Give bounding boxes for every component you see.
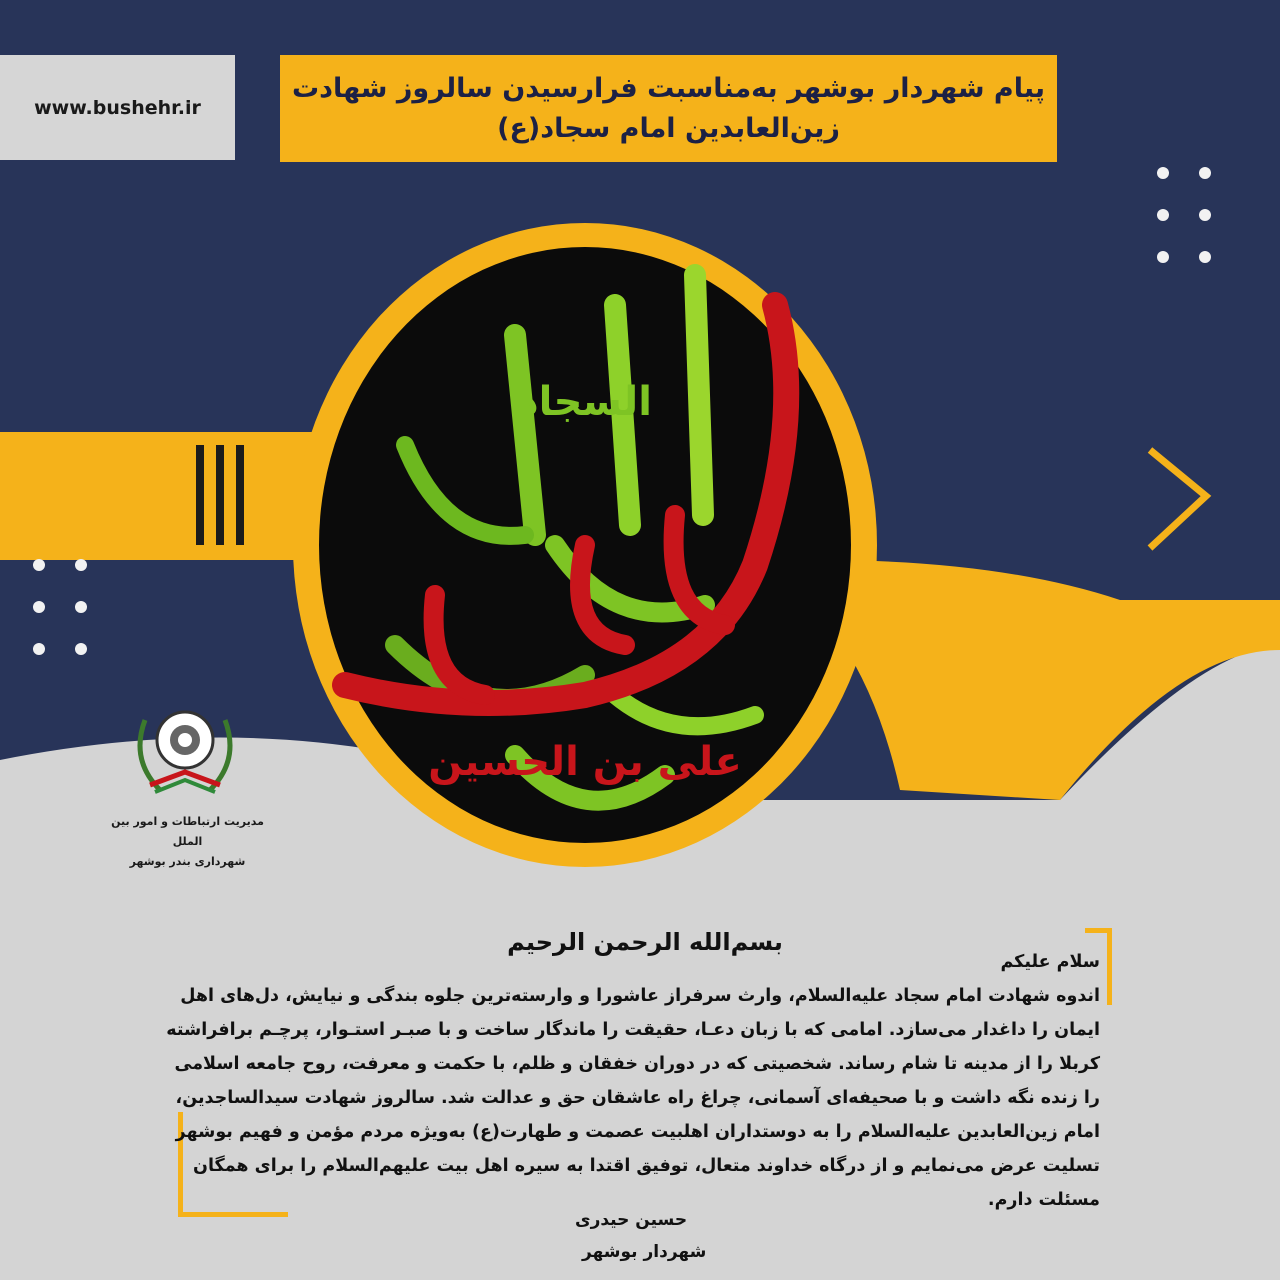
- emblem-line-2: شهرداری بندر بوشهر: [129, 855, 246, 868]
- message-line: کربلا را از مدینه تا شام رساند. شخصیتی که در دوران خفقان و ظلم، با حکمت و معرفت، روح جامعه اسلامی: [174, 1054, 1100, 1074]
- title-banner: [280, 55, 1057, 162]
- signature-name: حسین حیدری: [575, 1210, 688, 1230]
- message-line: اندوه شهادت امام سجاد علیه‌السلام، وارث سرفراز عاشورا و وارسته‌ترین جلوه بندگی و نیایش، دل‌های اهل: [180, 986, 1100, 1006]
- website-box: [0, 55, 235, 160]
- message-body: [166, 945, 1100, 1217]
- message-line: امام زین‌العابدین علیه‌السلام را به دوستداران اهلبیت عصمت و طهارت(ع) به‌ویژه مردم مؤمن و فهیم بوشهر: [175, 1122, 1100, 1142]
- calligraphy-disc: [285, 215, 885, 875]
- calligraphy-red-text: علی بن الحسین: [428, 739, 742, 785]
- message-line: مسئلت دارم.: [987, 1190, 1100, 1210]
- emblem-caption: [95, 812, 280, 872]
- dot-grid-left: [33, 559, 87, 655]
- municipality-emblem: [130, 700, 240, 800]
- message-line: ایمان را داغدار می‌سازد. امامی که با زبان دعـا، حقیقت را ماندگار ساخت و با صبـر استـوار، پرچـم برافراشته: [166, 1020, 1100, 1040]
- message-line: تسلیت عرض می‌نمایم و از درگاه خداوند متعال، توفیق اقتدا به سیره اهل بیت علیهم‌السلام را برای همگان: [193, 1156, 1100, 1176]
- signature-role: شهردار بوشهر: [582, 1242, 707, 1262]
- message-line: را زنده نگه داشت و با صحیفه‌ای آسمانی، چراغ راه عاشقان حق و عدالت شد. سالروز شهادت سیدالساجدین،: [175, 1088, 1100, 1108]
- emblem-line-1: مدیریت ارتباطات و امور بین الملل: [111, 815, 264, 848]
- website-url[interactable]: www.bushehr.ir: [34, 96, 201, 119]
- dot-grid-right: [1157, 167, 1211, 263]
- title-line-1: پیام شهردار بوشهر به‌مناسبت فرارسیدن سالروز شهادت: [291, 72, 1046, 104]
- greeting: سلام علیکم: [1000, 952, 1100, 972]
- basmala: بسم‌الله الرحمن الرحیم: [507, 928, 783, 956]
- calligraphy-green-text: السجاد: [518, 379, 652, 425]
- title-line-2: زین‌العابدین امام سجاد(ع): [497, 112, 840, 144]
